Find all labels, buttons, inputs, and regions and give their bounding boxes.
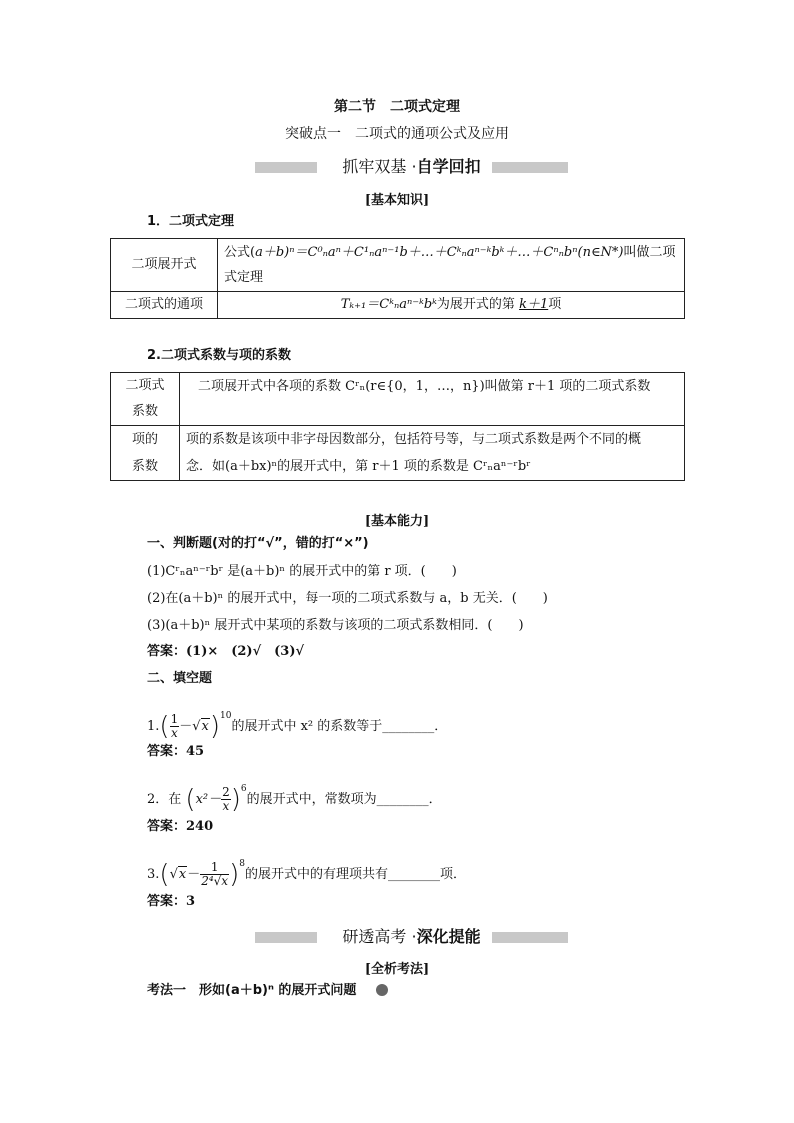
circle-bullet-icon [376,984,388,996]
item1-title: 1．二项式定理 [147,214,235,229]
right-paren: ) [229,859,240,890]
table-content-cell [180,426,685,481]
fraction-denominator: x [170,726,178,740]
fraction-denominator: 2⁴√x [201,874,229,888]
method1-title: 考法一 形如(a＋b)ⁿ 的展开式问题 [147,983,357,998]
binomial-theorem-table [110,238,685,319]
row-label: 二项展开式 [131,257,197,272]
banner-text-b: 自学回扣 [416,157,481,176]
minus-sign: － [187,867,201,882]
fraction-denominator: x [222,799,230,813]
table-label-cell [111,239,218,292]
general-term-text: 为展开式的第 [436,297,515,312]
left-paren: ( [159,859,170,890]
term-coefficient-text-b: 念．如(a＋bx)ⁿ的展开式中，第 r＋1 项的系数是 Cʳₙaⁿ⁻ʳbʳ [186,459,531,474]
row-label: 系数 [131,404,158,419]
part1-title: 一、判断题(对的打“√”，错的打“×”) [147,536,369,551]
left-paren: ( [185,784,196,815]
exponent: 8 [239,859,245,869]
table-row [111,426,685,481]
binomial-coefficient-text: 二项展开式中各项的系数 Cʳₙ(r∈{0，1，…，n})叫做第 r＋1 项的二项式系数 [198,379,651,394]
judge-question-3: (3)(a＋b)ⁿ 展开式中某项的系数与该项的二项式系数相同．( ) [147,618,524,633]
exponent: 10 [220,711,232,721]
radicand: x [201,719,209,734]
table-row [111,292,685,319]
banner-text-a: 抓牢双基 · [342,157,417,176]
question-text: 的展开式中，常数项为________． [246,792,442,807]
question-number: 2．在 [147,792,182,807]
banner-text-a: 研透高考 · [342,927,417,946]
judge-question-2: (2)在(a＋b)ⁿ 的展开式中，每一项的二项式系数与 a，b 无关．( ) [147,591,548,606]
fraction-numerator: 1 [170,712,179,726]
fill-question-2 [147,774,442,815]
banner-exam [255,926,568,948]
formula-suffix: 叫做二项 [623,245,676,260]
subsection-title: 突破点一 二项式的通项公式及应用 [285,126,509,142]
fraction [221,786,231,813]
coefficient-table [110,372,685,481]
row-label: 二项式 [125,378,165,393]
table-content-cell [218,239,685,292]
formula-prefix: 公式( [224,245,256,260]
table-row [111,239,685,292]
basic-ability-label: [基本能力] [364,514,430,529]
fill-answer-2: 答案：240 [147,819,214,834]
item2-title: 2.二项式系数与项的系数 [147,348,291,363]
table-row [111,373,685,426]
general-term-suffix: 项 [548,297,562,312]
question-text: 的展开式中 x² 的系数等于________． [231,719,448,734]
fill-answer-3: 答案：3 [147,894,196,909]
base-expression: x²－ [195,792,222,807]
row-label: 项的 [131,432,158,447]
judge-answer: 答案：(1)× (2)√ (3)√ [147,644,305,659]
basic-knowledge-label: [基本知识] [364,193,430,208]
table-label-cell [111,373,180,426]
term-coefficient-text-a: 项的系数是该项中非字母因数部分，包括符号等，与二项式系数是两个不同的概 [186,432,642,447]
fill-question-3: 3.(√x－ $\frac{1}{\text{2⁴√x}}$ )$^8$的展开式中的有理项共有________项． [147,859,466,890]
right-paren: ) [209,711,221,742]
binomial-formula: a＋b)ⁿ＝C⁰ₙaⁿ＋C¹ₙaⁿ⁻¹b＋…＋Cᵏₙaⁿ⁻ᵏbᵏ＋…＋Cⁿₙbⁿ(n∈N*) [255,245,624,260]
question-number: 1. [147,719,160,734]
formula-suffix-2: 式定理 [224,270,264,285]
fill-answer-1: 答案：45 [147,744,205,759]
fill-question-1: 1.( $\frac{1}{x}$ －√x)$^{10}$的展开式中 x² 的系数等于________． [147,711,448,742]
right-paren: ) [230,784,241,815]
table-content-cell [180,373,685,426]
table-label-cell [111,426,180,481]
fraction [170,713,180,740]
exponent: 6 [240,784,247,794]
fraction [200,861,229,888]
minus-sign: － [179,719,193,734]
section-title: 第二节 二项式定理 [334,99,460,115]
fraction-numerator: 1 [200,861,229,875]
row-label: 二项式的通项 [124,297,203,312]
banner-text-b: 深化提能 [416,927,481,946]
row-label: 系数 [131,459,158,474]
radicand: x [178,867,187,882]
fraction-numerator: 2 [222,785,230,799]
full-analysis-label: [全析考法] [364,962,430,977]
judge-question-1: (1)Cʳₙaⁿ⁻ʳbʳ 是(a＋b)ⁿ 的展开式中的第 r 项．( ) [147,564,457,579]
table-content-cell [218,292,685,319]
question-text: 的展开式中的有理项共有________项． [244,867,466,882]
banner-text [255,926,568,948]
part2-title: 二、填空题 [147,671,213,686]
question-number: 3. [147,867,160,882]
left-paren: ( [159,711,170,742]
banner-basics [255,156,568,178]
term-index-blank: k＋1 [519,297,549,312]
banner-text [255,156,568,178]
table-label-cell [111,292,218,319]
general-term-formula: Tₖ₊₁＝Cᵏₙaⁿ⁻ᵏbᵏ [340,297,437,312]
